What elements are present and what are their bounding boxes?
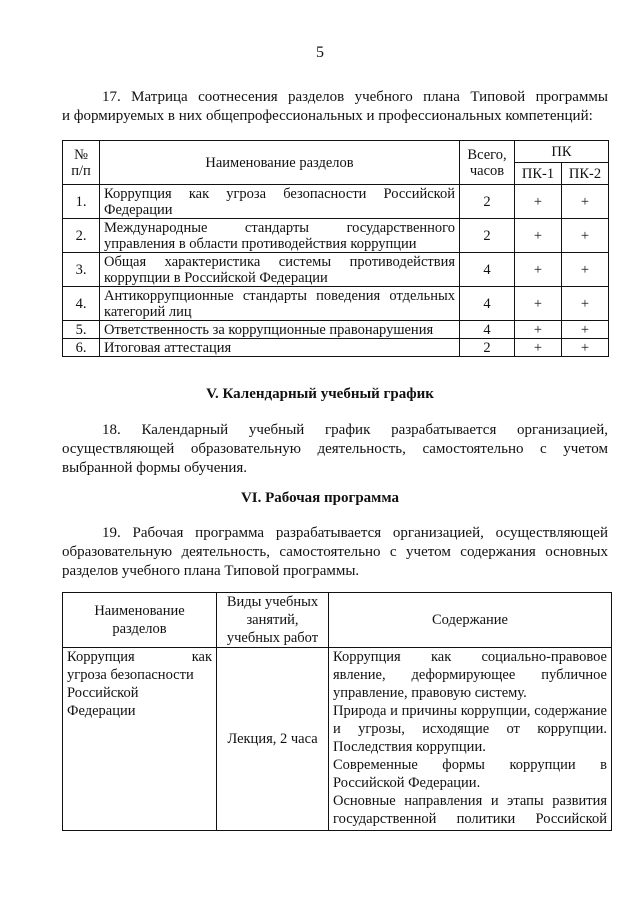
- row-num: 1.: [63, 185, 100, 219]
- row-content: [329, 648, 612, 831]
- table-row: [63, 185, 609, 219]
- header-pk1: ПК-1: [515, 163, 562, 185]
- paragraph-line: и формируемых в них общепрофессиональных и профессиональных компетенций:: [62, 108, 593, 124]
- row-name: Общая характеристика системы противодействия коррупции в Российской Федерации: [100, 253, 460, 287]
- row-pk1: +: [515, 219, 562, 253]
- cell-line: Основные направления и этапы развития: [333, 793, 607, 809]
- paragraph-line: образовательную деятельность, самостоятельно с учетом содержания основных: [62, 544, 608, 560]
- section-heading-program: VI. Рабочая программа: [240, 490, 400, 506]
- competency-matrix-table: [62, 140, 609, 357]
- paragraph-18: [62, 421, 608, 478]
- header-num: № п/п: [63, 141, 100, 185]
- paragraph-line: 17. Матрица соотнесения разделов учебного плана Типовой программы: [102, 89, 608, 105]
- table-row: [63, 253, 609, 287]
- table-row: [63, 339, 609, 357]
- header-pk2: ПК-2: [562, 163, 609, 185]
- row-pk2: +: [562, 321, 609, 339]
- row-pk1: +: [515, 321, 562, 339]
- row-num: 2.: [63, 219, 100, 253]
- row-pk1: +: [515, 185, 562, 219]
- paragraph-17: [62, 88, 608, 126]
- cell-line: управление, правовую систему.: [333, 685, 527, 701]
- row-hours: 2: [460, 219, 515, 253]
- row-num: 4.: [63, 287, 100, 321]
- row-hours: 2: [460, 339, 515, 357]
- row-pk1: +: [515, 339, 562, 357]
- row-name: Коррупция как угроза безопасности Российской Федерации: [100, 185, 460, 219]
- work-program-table: [62, 592, 612, 831]
- row-pk2: +: [562, 287, 609, 321]
- paragraph-line: выбранной формы обучения.: [62, 460, 248, 476]
- cell-line: государственной политики Российской: [333, 811, 607, 827]
- row-pk2: +: [562, 185, 609, 219]
- header-hours: Всего, часов: [460, 141, 515, 185]
- paragraph-19: [62, 524, 608, 581]
- cell-line: Российской: [67, 685, 139, 701]
- row-pk2: +: [562, 253, 609, 287]
- row-hours: 2: [460, 185, 515, 219]
- row-name: Итоговая аттестация: [100, 339, 460, 357]
- cell-line: Последствия коррупции.: [333, 739, 486, 755]
- table-row: [63, 219, 609, 253]
- cell-line: явление, деформирующее публичное: [333, 667, 607, 683]
- row-pk2: +: [562, 339, 609, 357]
- row-name: Антикоррупционные стандарты поведения отдельных категорий лиц: [100, 287, 460, 321]
- header-pk: ПК: [515, 141, 609, 163]
- section-heading-calendar: V. Календарный учебный график: [206, 386, 434, 402]
- row-name: Международные стандарты государственного управления в области противодействия коррупции: [100, 219, 460, 253]
- paragraph-line: разделов учебного плана Типовой программы.: [62, 563, 360, 579]
- row-name: Ответственность за коррупционные правонарушения: [100, 321, 460, 339]
- row-hours: 4: [460, 253, 515, 287]
- page-number: 5: [316, 44, 324, 61]
- cell-line: Коррупция как: [67, 649, 212, 665]
- cell-line: Российской Федерации.: [333, 775, 481, 791]
- table-row: [63, 287, 609, 321]
- cell-line: и угрозы, исходящие от коррупции.: [333, 721, 607, 737]
- row-num: 6.: [63, 339, 100, 357]
- header-activity-types: Виды учебных занятий, учебных работ: [217, 593, 329, 648]
- row-num: 5.: [63, 321, 100, 339]
- cell-line: угроза безопасности: [67, 667, 194, 683]
- row-pk2: +: [562, 219, 609, 253]
- row-hours: 4: [460, 321, 515, 339]
- paragraph-line: 18. Календарный учебный график разрабатывается организацией,: [102, 422, 608, 438]
- cell-line: Природа и причины коррупции, содержание: [333, 703, 607, 719]
- cell-line: Современные формы коррупции в: [333, 757, 607, 773]
- cell-line: Коррупция как социально-правовое: [333, 649, 607, 665]
- row-hours: 4: [460, 287, 515, 321]
- table-row: [63, 648, 612, 831]
- header-content: Содержание: [329, 593, 612, 648]
- row-pk1: +: [515, 253, 562, 287]
- header-section-name: Наименование разделов: [63, 593, 217, 648]
- paragraph-line: осуществляющей образовательную деятельность, самостоятельно с учетом: [62, 441, 608, 457]
- row-pk1: +: [515, 287, 562, 321]
- table-row: [63, 321, 609, 339]
- header-section-name: Наименование разделов: [100, 141, 460, 185]
- row-activity-type: Лекция, 2 часа: [217, 648, 329, 831]
- paragraph-line: 19. Рабочая программа разрабатывается организацией, осуществляющей: [102, 525, 608, 541]
- cell-line: Федерации: [67, 703, 136, 719]
- row-section-name: [63, 648, 217, 831]
- row-num: 3.: [63, 253, 100, 287]
